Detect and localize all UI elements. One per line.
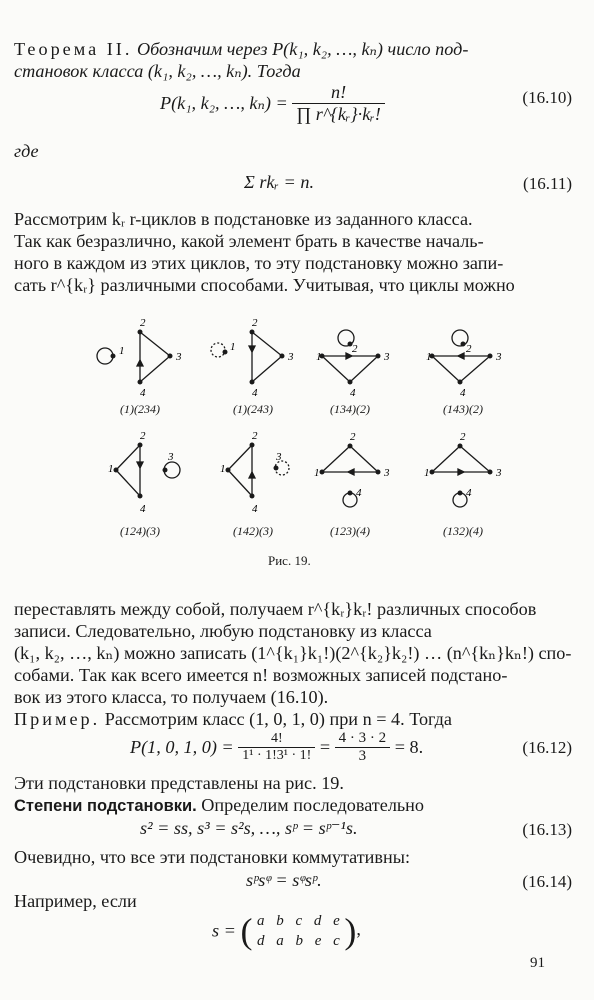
- eq-16-12-den1: 1¹ · 1!3¹ · 1!: [242, 748, 312, 763]
- caption-134-2: (134)(2): [330, 402, 370, 416]
- para2-line-5: вок из этого класса, то получаем (16.10).: [14, 687, 329, 707]
- caption-124-3: (124)(3): [120, 524, 160, 538]
- node-label: 2: [460, 431, 466, 443]
- matrix-row-1: a b c d e: [257, 913, 340, 929]
- node-label: 2: [252, 430, 258, 442]
- node-label: 1: [424, 467, 430, 479]
- node-label: 3: [276, 451, 282, 463]
- node-label: 2: [252, 317, 258, 329]
- eq-16-10-numerator: n!: [292, 82, 385, 104]
- equation-16-14: sᵖsᵠ = sᵠsᵖ.: [246, 870, 322, 890]
- node-label: 2: [350, 431, 356, 443]
- matrix-row-2: d a b e c: [257, 933, 340, 949]
- para5: Например, если: [14, 891, 137, 911]
- caption-132-4: (132)(4): [443, 524, 483, 538]
- powers-heading: Степени подстановки.: [14, 797, 197, 815]
- example-line: [14, 708, 452, 730]
- node-label: 2: [466, 343, 472, 355]
- eq-16-12-den2: 3: [358, 748, 367, 764]
- page-number: 91: [530, 955, 545, 971]
- graph-123-4: [322, 446, 378, 507]
- graph-134-2: [322, 330, 378, 382]
- node-label: 3: [176, 351, 182, 363]
- node-label: 1: [230, 341, 236, 353]
- caption-1-243: (1)(243): [233, 402, 273, 416]
- node-label: 3: [384, 351, 390, 363]
- theorem-label: Теорема II.: [14, 39, 133, 59]
- node-label: 1: [426, 351, 432, 363]
- eq-16-10-number: (16.10): [522, 88, 572, 107]
- para1-line-3: ного в каждом из этих циклов, то эту подстановку можно запи-: [14, 253, 504, 273]
- node-label: 4: [356, 487, 362, 499]
- node-label: 4: [350, 387, 356, 399]
- para4: Очевидно, что все эти подстановки коммутативны:: [14, 847, 410, 867]
- node-label: 1: [220, 463, 226, 475]
- node-label: 4: [140, 503, 146, 515]
- graph-143-2: [432, 330, 490, 382]
- graph-132-4: [432, 446, 490, 507]
- eq-16-12-number: (16.12): [522, 738, 572, 757]
- para2-line-1: переставлять между собой, получаем r^{kᵣ}kᵣ! различных способов: [14, 599, 537, 619]
- caption-143-2: (143)(2): [443, 402, 483, 416]
- eq-16-13-number: (16.13): [522, 820, 572, 839]
- example-text: Рассмотрим класс (1, 0, 1, 0) при n = 4. Тогда: [104, 709, 452, 729]
- node-label: 3: [384, 467, 390, 479]
- equation-16-13: s² = ss, s³ = s²s, …, sᵖ = sᵖ⁻¹s.: [140, 818, 358, 838]
- node-label: 3: [288, 351, 294, 363]
- example-label: Пример.: [14, 709, 101, 729]
- eq-16-11-number: (16.11): [523, 174, 572, 193]
- node-label: 3: [496, 351, 502, 363]
- powers-line: [14, 794, 424, 817]
- equation-16-12: P(1, 0, 1, 0) = $\frac{4!}{\text{1¹ · 1!3¹ · 1!}}$ = $\frac{4 \cdot 3 \cdot 2}{3}$ = 8.: [130, 730, 424, 764]
- eq-16-12-num2: 4 · 3 · 2: [335, 730, 391, 748]
- theorem-text-1: Обозначим через P(k₁, k₂, …, kₙ) число под-: [136, 39, 469, 59]
- para2-line-2: записи. Следовательно, любую подстановку из класса: [14, 621, 432, 641]
- para1-line-1: Рассмотрим kᵣ r-циклов в подстановке из заданного класса.: [14, 209, 473, 229]
- caption-142-3: (142)(3): [233, 524, 273, 538]
- para1-line-2: Так как безразлично, какой элемент брать в качестве началь-: [14, 231, 484, 251]
- eq-16-10-denominator: ∏ r^{kᵣ}·kᵣ!: [296, 104, 381, 124]
- graph-1-243: [211, 332, 282, 382]
- theorem-line-1: [14, 38, 468, 60]
- figure-title: Рис. 19.: [268, 553, 311, 568]
- node-label: 1: [314, 467, 320, 479]
- node-label: 4: [466, 487, 472, 499]
- node-label: 2: [140, 317, 146, 329]
- node-label: 4: [252, 387, 258, 399]
- para3: Эти подстановки представлены на рис. 19.: [14, 773, 344, 793]
- eq-16-10-lhs: P(k₁, k₂, …, kₙ) =: [160, 93, 288, 113]
- matrix-tail: ,: [356, 919, 361, 940]
- node-label: 4: [140, 387, 146, 399]
- equation-16-10: [160, 82, 385, 125]
- node-label: 3: [168, 451, 174, 463]
- eq-16-12-num1: 4!: [238, 731, 315, 748]
- graph-1-234: [97, 332, 170, 382]
- matrix-lhs: s =: [212, 920, 236, 941]
- eq-16-12-rhs: = 8.: [394, 737, 424, 757]
- para2-line-3: (k₁, k₂, …, kₙ) можно записать (1^{k₁}k₁!)(2^{k₂}k₂!) … (n^{kₙ}kₙ!) спо-: [14, 643, 572, 663]
- node-label: 4: [252, 503, 258, 515]
- node-label: 4: [460, 387, 466, 399]
- para1-line-4: сать r^{kᵣ} различными способами. Учитывая, что циклы можно: [14, 275, 515, 295]
- node-label: 1: [119, 345, 125, 357]
- node-label: 3: [496, 467, 502, 479]
- node-label: 2: [140, 430, 146, 442]
- where-word: где: [14, 141, 39, 161]
- permutation-matrix: s = ( a b c d e d a b e c ),: [212, 911, 361, 951]
- node-label: 2: [352, 343, 358, 355]
- caption-1-234: (1)(234): [120, 402, 160, 416]
- theorem-line-2: становок класса (k₁, k₂, …, kₙ). Тогда: [14, 61, 301, 81]
- node-label: 1: [316, 351, 322, 363]
- eq-16-12-lhs: P(1, 0, 1, 0) =: [130, 737, 234, 757]
- equation-16-11: Σ rkᵣ = n.: [244, 172, 314, 192]
- para2-line-4: собами. Так как всего имеется n! возможных записей подстано-: [14, 665, 508, 685]
- caption-123-4: (123)(4): [330, 524, 370, 538]
- powers-text: Определим последовательно: [201, 795, 425, 815]
- eq-16-14-number: (16.14): [522, 872, 572, 891]
- node-label: 1: [108, 463, 114, 475]
